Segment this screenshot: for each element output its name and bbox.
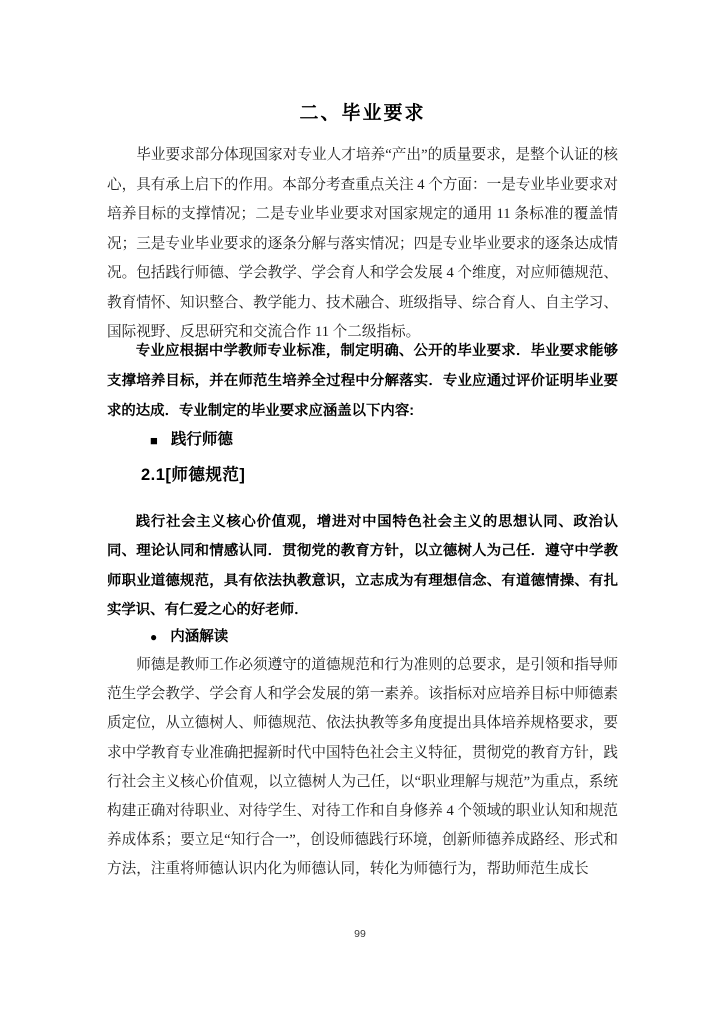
page-title: 二、毕业要求 — [299, 103, 426, 124]
requirement-paragraph: 专业应根据中学教师专业标准，制定明确、公开的毕业要求．毕业要求能够支撑培养目标，并在师范生培养全过程中分解落实．专业应通过评价证明毕业要求的达成．专业制定的毕业要求应涵盖以下内容: — [107, 343, 618, 419]
intro-paragraph: 毕业要求部分体现国家对专业人才培养“产出”的质量要求，是整个认证的核心，具有承上启下的作用。本部分考查重点关注 4 个方面：一是专业毕业要求对培养目标的支撑情况；二是专业毕业要求对国家规定的通用 11 条标准的覆盖情况；三是专业毕业要求的逐条分解与落实情况；四是专业毕业要求的逐条达成情况。包括践行师德、学会教学、学会育人和学会发展 4 个维度，对应师德规范、教育情怀、知识整合、教学能力、技术融合、班级指导、综合育人、自主学习、国际视野、反思研究和交流合作 11 个二级指标。 — [107, 147, 618, 340]
indicator-heading: 2.1[师德规范] — [141, 466, 246, 484]
interpretation-paragraph: 师德是教师工作必须遵守的道德规范和行为准则的总要求，是引领和指导师范生学会教学、学会育人和学会发展的第一素养。该指标对应培养目标中师德素质定位，从立德树人、师德规范、依法执教等多角度提出具体培养规格要求，要求中学教育专业准确把握新时代中国特色社会主义特征，贯彻党的教育方针，践行社会主义核心价值观，以立德树人为己任，以“职业理解与规范”为重点，系统构建正确对待职业、对待学生、对待工作和自身修养 4 个领域的职业认知和规范养成体系；要立足“知行合一”，创设师德践行环境，创新师德养成路经、形式和方法，注重将师德认识内化为师德认同，转化为师德行为，帮助师范生成长 — [107, 657, 618, 878]
dimension-bullet-item — [107, 428, 618, 452]
circle-bullet-icon: ● — [150, 630, 158, 644]
square-bullet-icon: ■ — [150, 432, 158, 448]
page-number: 99 — [354, 928, 366, 940]
interpretation-bullet-label: 内涵解读 — [170, 629, 229, 645]
interpretation-bullet-item — [107, 626, 618, 648]
dimension-bullet-label: 践行师德 — [170, 431, 233, 448]
indicator-paragraph: 践行社会主义核心价值观，增进对中国特色社会主义的思想认同、政治认同、理论认同和情感认同．贯彻党的教育方针，以立德树人为己任．遵守中学教师职业道德规范，具有依法执教意识，立志成为有理想信念、有道德情操、有扎实学识、有仁爱之心的好老师． — [107, 514, 618, 618]
